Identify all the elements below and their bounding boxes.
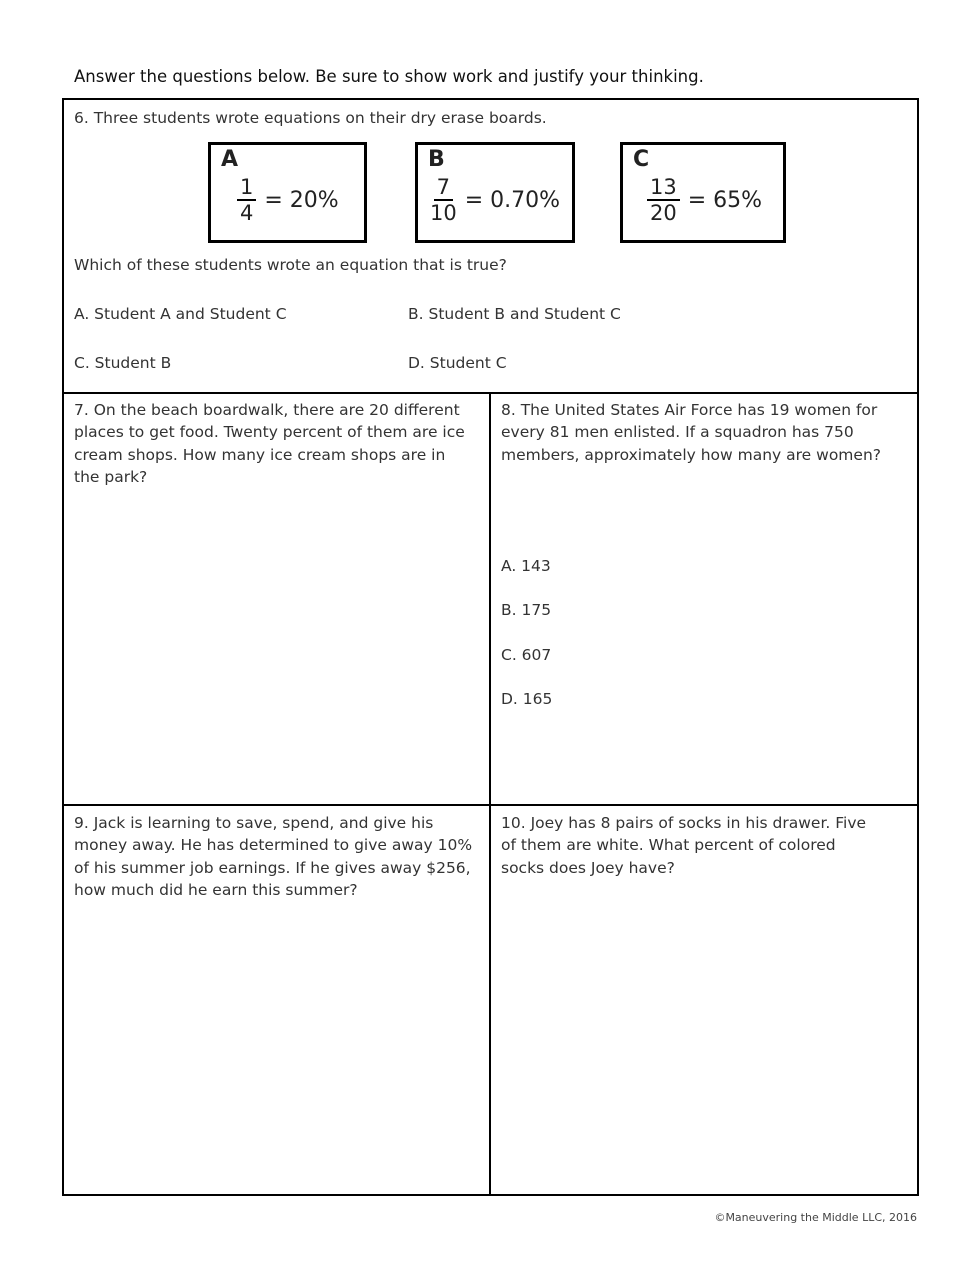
q6-choice-c[interactable]: C. Student B (74, 354, 172, 372)
q10-text: 10. Joey has 8 pairs of socks in his drawer. Five of them are white. What percent of colored socks does Joey have? (501, 814, 867, 877)
q8-text: 8. The United States Air Force has 19 women for every 81 men enlisted. If a squadron has 750 members, approximately how many are women? (501, 401, 881, 464)
board-label: B (428, 147, 445, 172)
q7-text: 7. On the beach boardwalk, there are 20 different places to get food. Twenty percent of them are ice cream shops. How many ice cream shops are in the park? (74, 401, 465, 486)
instructions: Answer the questions below. Be sure to show work and justify your thinking. (74, 67, 704, 86)
q6-prompt: 6. Three students wrote equations on their dry erase boards. (74, 109, 547, 127)
board-c (620, 142, 786, 243)
numerator: 1 (237, 175, 256, 201)
board-b (415, 142, 575, 243)
denominator: 4 (240, 201, 254, 225)
equation-rhs: = 65% (687, 187, 763, 213)
q8-choice-b[interactable]: B. 175 (501, 601, 552, 619)
denominator: 10 (430, 201, 457, 225)
board-label: C (633, 147, 650, 172)
copyright: ©Maneuvering the Middle LLC, 2016 (714, 1211, 917, 1224)
numerator: 13 (647, 175, 680, 201)
q6-question: Which of these students wrote an equation that is true? (74, 256, 507, 274)
q6-choice-a[interactable]: A. Student A and Student C (74, 305, 287, 323)
equation-rhs: = 20% (264, 187, 339, 213)
q9-text: 9. Jack is learning to save, spend, and give his money away. He has determined to give away 10% of his summer job earnings. If he gives away $256, how much did he earn this summer? (74, 814, 473, 899)
equation-rhs: = 0.70% (464, 187, 561, 213)
q8-choice-c[interactable]: C. 607 (501, 646, 552, 664)
q8-choice-a[interactable]: A. 143 (501, 557, 551, 575)
q6-choice-d[interactable]: D. Student C (408, 354, 507, 372)
numerator: 7 (434, 175, 453, 201)
denominator: 20 (650, 201, 677, 225)
board-label: A (221, 147, 239, 172)
board-a (208, 142, 367, 243)
q8-choice-d[interactable]: D. 165 (501, 690, 553, 708)
q6-choice-b[interactable]: B. Student B and Student C (408, 305, 621, 323)
divider (489, 393, 491, 1194)
